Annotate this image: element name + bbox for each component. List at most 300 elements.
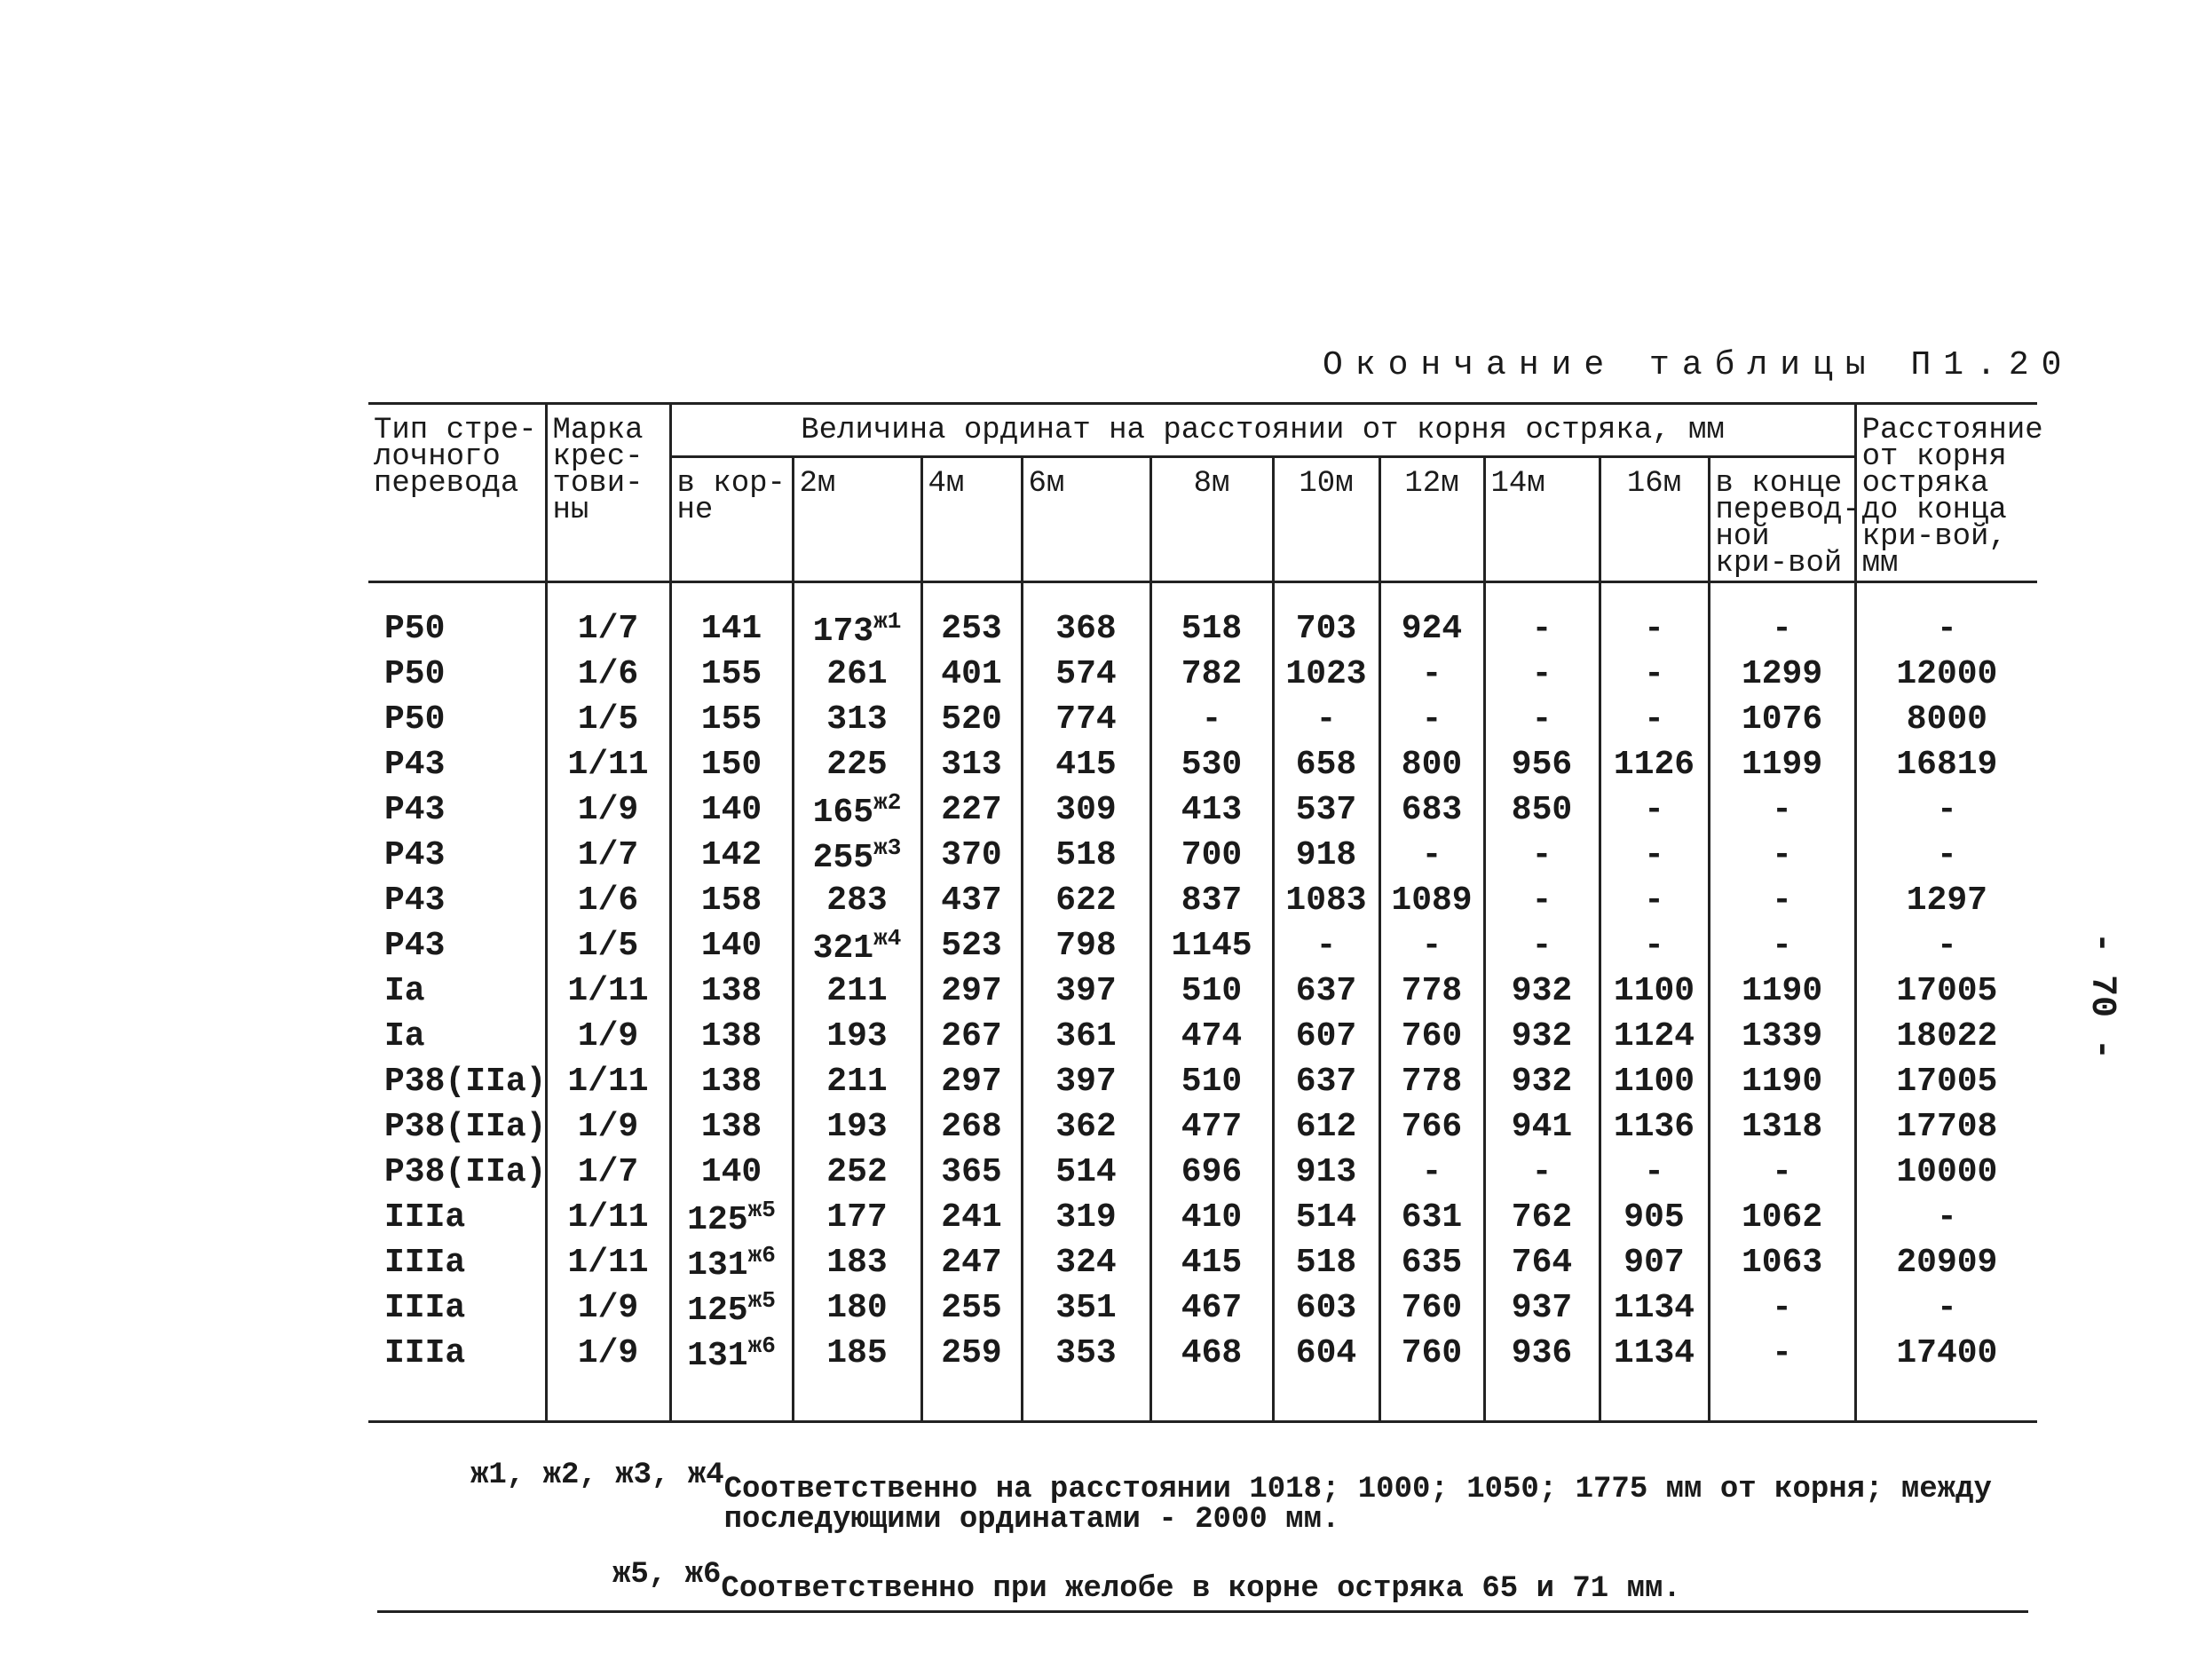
- cell-ordinate: [793, 697, 921, 742]
- cell-ordinate-text: -: [1531, 927, 1552, 965]
- cell-ordinate: [793, 1104, 921, 1150]
- cell-crossing-mark: [546, 833, 670, 878]
- cell-crossing-mark: [546, 1150, 670, 1195]
- cell-ordinate: [793, 878, 921, 923]
- cell-ordinate-text: 415: [1181, 1244, 1243, 1282]
- cell-ordinate-text: -: [1772, 1289, 1792, 1327]
- cell-ordinate-text: 604: [1295, 1334, 1357, 1372]
- cell-ordinate-text: 1136: [1613, 1108, 1695, 1146]
- cell-ordinate: [670, 923, 793, 968]
- cell-ordinate-text: 631: [1401, 1198, 1463, 1237]
- cell-crossing-mark: [546, 1104, 670, 1150]
- cell-ordinate-text: 241: [941, 1198, 1002, 1237]
- cell-ordinate-text: 297: [941, 1063, 1002, 1101]
- cell-ordinate-text: 683: [1401, 791, 1463, 829]
- cell-ordinate: [1484, 1331, 1600, 1422]
- cell-ordinate-text: 180: [826, 1289, 888, 1327]
- cell-ordinate: [793, 1059, 921, 1104]
- cell-ordinate-text: 1126: [1613, 746, 1695, 784]
- cell-ordinate: [1379, 968, 1484, 1014]
- cell-crossing-mark: [546, 1195, 670, 1240]
- cell-ordinate: [1150, 1104, 1273, 1150]
- cell-ordinate: [921, 968, 1022, 1014]
- cell-ordinate: [1022, 1240, 1150, 1285]
- cell-ordinate: [1273, 787, 1379, 833]
- cell-ordinate: [1273, 742, 1379, 787]
- cell-ordinate: [1709, 1195, 1855, 1240]
- cell-ordinate-text: 956: [1511, 746, 1573, 784]
- cell-ordinate-text: 760: [1401, 1334, 1463, 1372]
- cell-ordinate-text: 309: [1055, 791, 1117, 829]
- cell-ordinate: [1600, 582, 1709, 652]
- cell-ordinate: [670, 1104, 793, 1150]
- cell-ordinate-text: 760: [1401, 1017, 1463, 1055]
- cell-ordinate: [1600, 878, 1709, 923]
- cell-ordinate-text: 361: [1055, 1017, 1117, 1055]
- cell-ordinate: [1379, 833, 1484, 878]
- table-row: [368, 1285, 2037, 1331]
- cell-ordinate: [1273, 697, 1379, 742]
- cell-ordinate: [921, 1331, 1022, 1422]
- cell-distance: [1855, 1331, 2037, 1422]
- cell-ordinate: [670, 1240, 793, 1285]
- cell-ordinate: [1379, 787, 1484, 833]
- cell-ordinate-text: 397: [1055, 972, 1117, 1010]
- cell-crossing-mark-text: 1/11: [567, 746, 649, 784]
- cell-ordinate-text: 321: [812, 929, 874, 968]
- footnote-mark: ж6: [747, 1241, 776, 1269]
- cell-crossing-mark-text: 1/11: [567, 972, 649, 1010]
- cell-ordinate-text: -: [1201, 700, 1222, 739]
- cell-ordinate-text: -: [1644, 927, 1664, 965]
- cell-ordinate-text: 703: [1295, 610, 1357, 648]
- cell-crossing-mark-text: 1/7: [577, 836, 639, 874]
- cell-ordinate-text: 932: [1511, 1017, 1573, 1055]
- cell-ordinate: [921, 1240, 1022, 1285]
- cell-ordinate: [1709, 1240, 1855, 1285]
- cell-ordinate: [793, 652, 921, 697]
- cell-distance-text: 10000: [1896, 1153, 1998, 1191]
- cell-ordinate-text: -: [1644, 881, 1664, 920]
- cell-crossing-mark-text: 1/6: [577, 655, 639, 693]
- table-header: [368, 404, 2043, 582]
- cell-ordinate: [1709, 1059, 1855, 1104]
- cell-ordinate: [1484, 833, 1600, 878]
- cell-ordinate: [793, 1195, 921, 1240]
- table-row: [368, 1104, 2037, 1150]
- cell-ordinate-text: 1100: [1613, 972, 1695, 1010]
- cell-ordinate: [1273, 1331, 1379, 1422]
- cell-ordinate: [670, 582, 793, 652]
- footnote-mark: ж1: [873, 607, 902, 635]
- cell-ordinate-text: -: [1772, 791, 1792, 829]
- cell-ordinate: [1273, 1059, 1379, 1104]
- cell-ordinate-text: -: [1644, 700, 1664, 739]
- cell-distance: [1855, 697, 2037, 742]
- header-distance: Расстояние от корня остряка до конца кри-вой, мм: [1855, 404, 2037, 582]
- cell-crossing-mark-text: 1/5: [577, 927, 639, 965]
- cell-ordinate-text: 1089: [1391, 881, 1473, 920]
- cell-ordinate: [1709, 833, 1855, 878]
- cell-ordinate: [1379, 742, 1484, 787]
- cell-switch-type-text: Р43: [384, 746, 446, 784]
- cell-distance-text: 18022: [1896, 1017, 1998, 1055]
- cell-ordinate: [1600, 833, 1709, 878]
- cell-ordinate-text: 267: [941, 1017, 1002, 1055]
- cell-distance-text: -: [1936, 610, 1957, 648]
- cell-ordinate: [921, 1285, 1022, 1331]
- cell-ordinate: [1022, 1331, 1150, 1422]
- table-row: [368, 833, 2037, 878]
- header-10m: 10м: [1273, 457, 1379, 582]
- footnote-mark: ж5: [747, 1286, 776, 1314]
- cell-ordinate-text: 1318: [1741, 1108, 1823, 1146]
- cell-switch-type: [368, 1014, 546, 1059]
- cell-ordinate-text: 225: [826, 746, 888, 784]
- footnote: [470, 1560, 2212, 1604]
- cell-ordinate: [793, 1014, 921, 1059]
- cell-switch-type-text: Р38(IIа): [384, 1063, 547, 1101]
- cell-ordinate: [921, 582, 1022, 652]
- cell-ordinate: [1600, 652, 1709, 697]
- cell-ordinate-text: 514: [1295, 1198, 1357, 1237]
- cell-ordinate-text: 259: [941, 1334, 1002, 1372]
- cell-ordinate: [670, 1014, 793, 1059]
- cell-ordinate: [1600, 1059, 1709, 1104]
- cell-ordinate: [793, 968, 921, 1014]
- cell-ordinate-text: 778: [1401, 1063, 1463, 1101]
- cell-ordinate-text: 155: [700, 655, 762, 693]
- table-row: [368, 787, 2037, 833]
- cell-ordinate: [1484, 923, 1600, 968]
- cell-ordinate: [1022, 1104, 1150, 1150]
- cell-ordinate: [1022, 582, 1150, 652]
- header-switch-type: Тип стре-лочного перевода: [368, 404, 546, 582]
- cell-ordinate: [1484, 1150, 1600, 1195]
- footnote-marks: ж1, ж2, ж3, ж4: [470, 1459, 724, 1492]
- cell-ordinate-text: 193: [826, 1017, 888, 1055]
- cell-ordinate: [793, 923, 921, 968]
- cell-switch-type: [368, 833, 546, 878]
- cell-switch-type: [368, 1059, 546, 1104]
- cell-ordinate-text: 1083: [1285, 881, 1367, 920]
- cell-distance-text: -: [1936, 1198, 1957, 1237]
- cell-distance-text: -: [1936, 927, 1957, 965]
- cell-distance-text: 1297: [1906, 881, 1987, 920]
- cell-switch-type: [368, 923, 546, 968]
- header-ordinates-group: Величина ординат на расстоянии от корня остряка, мм: [670, 404, 1855, 457]
- cell-ordinate-text: 351: [1055, 1289, 1117, 1327]
- cell-ordinate: [1022, 1014, 1150, 1059]
- cell-ordinate-text: -: [1421, 927, 1442, 965]
- cell-ordinate-text: 850: [1511, 791, 1573, 829]
- cell-ordinate-text: 155: [700, 700, 762, 739]
- cell-ordinate-text: 1124: [1613, 1017, 1695, 1055]
- cell-ordinate-text: 574: [1055, 655, 1117, 693]
- cell-ordinate: [1709, 1331, 1855, 1422]
- cell-ordinate-text: 370: [941, 836, 1002, 874]
- cell-distance-text: 17400: [1896, 1334, 1998, 1372]
- cell-ordinate-text: 1134: [1613, 1334, 1695, 1372]
- header-6m: 6м: [1022, 457, 1150, 582]
- cell-ordinate: [921, 1104, 1022, 1150]
- cell-ordinate-text: 518: [1055, 836, 1117, 874]
- cell-ordinate: [921, 1014, 1022, 1059]
- cell-ordinate: [670, 1195, 793, 1240]
- cell-ordinate-text: 227: [941, 791, 1002, 829]
- cell-ordinate-text: 410: [1181, 1198, 1243, 1237]
- cell-ordinate-text: 397: [1055, 1063, 1117, 1101]
- cell-ordinate-text: -: [1644, 1153, 1664, 1191]
- cell-ordinate-text: 1339: [1741, 1017, 1823, 1055]
- cell-distance: [1855, 1059, 2037, 1104]
- cell-ordinate: [1600, 1014, 1709, 1059]
- cell-ordinate: [1484, 582, 1600, 652]
- cell-ordinate-text: 1190: [1741, 1063, 1823, 1101]
- cell-ordinate: [921, 697, 1022, 742]
- cell-ordinate-text: 255: [812, 838, 874, 877]
- cell-ordinate-text: 368: [1055, 610, 1117, 648]
- cell-switch-type-text: Р50: [384, 700, 446, 739]
- cell-ordinate: [1150, 697, 1273, 742]
- cell-ordinate-text: 1199: [1741, 746, 1823, 784]
- cell-ordinate-text: 158: [700, 881, 762, 920]
- cell-ordinate: [1379, 1150, 1484, 1195]
- cell-ordinate-text: 297: [941, 972, 1002, 1010]
- cell-ordinate-text: 537: [1295, 791, 1357, 829]
- cell-ordinate-text: 518: [1181, 610, 1243, 648]
- cell-ordinate-text: 764: [1511, 1244, 1573, 1282]
- cell-ordinate: [1379, 923, 1484, 968]
- cell-ordinate-text: 530: [1181, 746, 1243, 784]
- cell-switch-type-text: Р43: [384, 791, 446, 829]
- cell-ordinate: [1273, 582, 1379, 652]
- cell-ordinate-text: -: [1531, 836, 1552, 874]
- cell-distance: [1855, 923, 2037, 968]
- cell-ordinate: [1379, 652, 1484, 697]
- cell-ordinate: [1484, 1104, 1600, 1150]
- cell-ordinate: [1600, 697, 1709, 742]
- cell-ordinate: [1484, 742, 1600, 787]
- cell-switch-type: [368, 968, 546, 1014]
- cell-ordinate-text: 1134: [1613, 1289, 1695, 1327]
- cell-ordinate: [793, 1285, 921, 1331]
- cell-ordinate-text: 283: [826, 881, 888, 920]
- cell-ordinate-text: 637: [1295, 972, 1357, 1010]
- cell-ordinate: [1150, 923, 1273, 968]
- cell-ordinate: [793, 582, 921, 652]
- cell-ordinate-text: 637: [1295, 1063, 1357, 1101]
- cell-ordinate: [1484, 1014, 1600, 1059]
- cell-ordinate-text: 211: [826, 1063, 888, 1101]
- cell-ordinate: [1709, 1014, 1855, 1059]
- cell-ordinate: [1379, 1014, 1484, 1059]
- cell-ordinate-text: 1063: [1741, 1244, 1823, 1282]
- cell-ordinate-text: 907: [1623, 1244, 1685, 1282]
- cell-ordinate: [1022, 1195, 1150, 1240]
- cell-ordinate-text: 183: [826, 1244, 888, 1282]
- table-row: [368, 1240, 2037, 1285]
- cell-distance: [1855, 582, 2037, 652]
- cell-ordinate-text: 518: [1295, 1244, 1357, 1282]
- table-row: [368, 1014, 2037, 1059]
- cell-ordinate-text: 211: [826, 972, 888, 1010]
- cell-ordinate-text: 415: [1055, 746, 1117, 784]
- cell-ordinate: [921, 787, 1022, 833]
- cell-distance-text: 8000: [1906, 700, 1987, 739]
- cell-ordinate: [1150, 742, 1273, 787]
- footnote: [470, 1460, 2212, 1535]
- cell-crossing-mark: [546, 1331, 670, 1422]
- cell-ordinate: [1273, 833, 1379, 878]
- cell-ordinate-text: 125: [687, 1200, 748, 1239]
- cell-ordinate: [670, 1331, 793, 1422]
- cell-ordinate: [793, 833, 921, 878]
- cell-ordinate-text: 362: [1055, 1108, 1117, 1146]
- cell-ordinate-text: 131: [687, 1245, 748, 1285]
- cell-ordinate-text: -: [1531, 655, 1552, 693]
- cell-ordinate-text: 140: [700, 791, 762, 829]
- cell-switch-type-text: Р50: [384, 610, 446, 648]
- cell-crossing-mark-text: 1/11: [567, 1063, 649, 1101]
- cell-ordinate-text: -: [1531, 610, 1552, 648]
- header-curve-end: в конце перевод-ной кри-вой: [1709, 457, 1855, 582]
- cell-crossing-mark: [546, 742, 670, 787]
- cell-ordinate: [1600, 968, 1709, 1014]
- cell-ordinate: [1150, 833, 1273, 878]
- table-row: [368, 878, 2037, 923]
- cell-ordinate: [670, 742, 793, 787]
- table-row: [368, 1059, 2037, 1104]
- cell-ordinate-text: 252: [826, 1153, 888, 1191]
- cell-distance: [1855, 1285, 2037, 1331]
- cell-ordinate-text: 193: [826, 1108, 888, 1146]
- footnote-mark: ж2: [873, 788, 902, 816]
- footnotes: [470, 1460, 2212, 1629]
- cell-ordinate: [921, 742, 1022, 787]
- cell-ordinate-text: 313: [941, 746, 1002, 784]
- cell-distance-text: -: [1936, 836, 1957, 874]
- cell-ordinate-text: -: [1772, 836, 1792, 874]
- cell-ordinate-text: -: [1644, 791, 1664, 829]
- cell-ordinate: [1022, 1150, 1150, 1195]
- cell-ordinate-text: 185: [826, 1334, 888, 1372]
- cell-ordinate-text: 474: [1181, 1017, 1243, 1055]
- cell-ordinate: [1379, 582, 1484, 652]
- cell-ordinate: [1150, 1059, 1273, 1104]
- cell-ordinate: [1709, 878, 1855, 923]
- cell-ordinate: [1150, 1240, 1273, 1285]
- header-14m: 14м: [1484, 457, 1600, 582]
- header-12m: 12м: [1379, 457, 1484, 582]
- cell-switch-type-text: Р43: [384, 881, 446, 920]
- cell-ordinate: [1150, 1014, 1273, 1059]
- cell-ordinate-text: 253: [941, 610, 1002, 648]
- cell-ordinate-text: 1299: [1741, 655, 1823, 693]
- cell-switch-type: [368, 1195, 546, 1240]
- cell-ordinate: [1709, 1285, 1855, 1331]
- header-4m: 4м: [921, 457, 1022, 582]
- cell-ordinate: [1150, 878, 1273, 923]
- cell-ordinate: [1709, 582, 1855, 652]
- table-caption: Окончание таблицы П1.20: [1323, 346, 2074, 384]
- cell-ordinate-text: -: [1421, 655, 1442, 693]
- cell-crossing-mark-text: 1/11: [567, 1198, 649, 1237]
- cell-ordinate: [1150, 652, 1273, 697]
- cell-distance-text: 17005: [1896, 1063, 1998, 1101]
- cell-ordinate: [793, 1240, 921, 1285]
- cell-ordinate: [1022, 923, 1150, 968]
- cell-ordinate: [670, 1150, 793, 1195]
- cell-crossing-mark-text: 1/7: [577, 1153, 639, 1191]
- cell-ordinate-text: 766: [1401, 1108, 1463, 1146]
- cell-ordinate: [1709, 652, 1855, 697]
- cell-ordinate: [1022, 1285, 1150, 1331]
- cell-ordinate: [921, 1150, 1022, 1195]
- cell-ordinate: [793, 1150, 921, 1195]
- cell-ordinate: [1709, 787, 1855, 833]
- cell-ordinate-text: 936: [1511, 1334, 1573, 1372]
- table-row: [368, 1331, 2037, 1422]
- cell-ordinate-text: 165: [812, 793, 874, 832]
- cell-ordinate: [1022, 742, 1150, 787]
- cell-switch-type: [368, 697, 546, 742]
- bottom-rule: [377, 1610, 2028, 1613]
- cell-ordinate: [1273, 1285, 1379, 1331]
- table-row: [368, 652, 2037, 697]
- header-at-root: в кор-не: [670, 457, 793, 582]
- table-row: [368, 968, 2037, 1014]
- cell-ordinate-text: 1145: [1171, 927, 1252, 965]
- cell-ordinate: [1022, 652, 1150, 697]
- footnote-mark: ж4: [873, 924, 902, 952]
- cell-distance-text: 16819: [1896, 746, 1998, 784]
- cell-ordinate: [1022, 833, 1150, 878]
- cell-ordinate-text: -: [1315, 700, 1337, 739]
- cell-switch-type-text: Iа: [384, 1017, 425, 1055]
- cell-distance-text: 20909: [1896, 1244, 1998, 1282]
- cell-ordinate: [921, 923, 1022, 968]
- cell-ordinate-text: -: [1644, 655, 1664, 693]
- cell-ordinate-text: 313: [826, 700, 888, 739]
- cell-ordinate-text: 365: [941, 1153, 1002, 1191]
- cell-ordinate: [1600, 787, 1709, 833]
- cell-ordinate: [921, 1059, 1022, 1104]
- cell-crossing-mark: [546, 582, 670, 652]
- cell-ordinate-text: -: [1421, 1153, 1442, 1191]
- cell-switch-type: [368, 878, 546, 923]
- cell-distance: [1855, 787, 2037, 833]
- cell-ordinate: [1150, 1195, 1273, 1240]
- cell-ordinate: [670, 787, 793, 833]
- cell-crossing-mark-text: 1/9: [577, 1289, 639, 1327]
- cell-distance: [1855, 1240, 2037, 1285]
- cell-ordinate: [1600, 1150, 1709, 1195]
- footnote-mark: ж5: [747, 1196, 776, 1223]
- cell-ordinate: [1600, 742, 1709, 787]
- header-16m: 16м: [1600, 457, 1709, 582]
- cell-ordinate-text: -: [1644, 836, 1664, 874]
- cell-switch-type-text: IIIа: [384, 1334, 466, 1372]
- cell-ordinate-text: 413: [1181, 791, 1243, 829]
- cell-crossing-mark: [546, 787, 670, 833]
- cell-ordinate-text: 437: [941, 881, 1002, 920]
- cell-ordinate-text: 247: [941, 1244, 1002, 1282]
- cell-switch-type: [368, 742, 546, 787]
- cell-ordinate-text: 138: [700, 1108, 762, 1146]
- cell-ordinate-text: 798: [1055, 927, 1117, 965]
- cell-ordinate: [1379, 1104, 1484, 1150]
